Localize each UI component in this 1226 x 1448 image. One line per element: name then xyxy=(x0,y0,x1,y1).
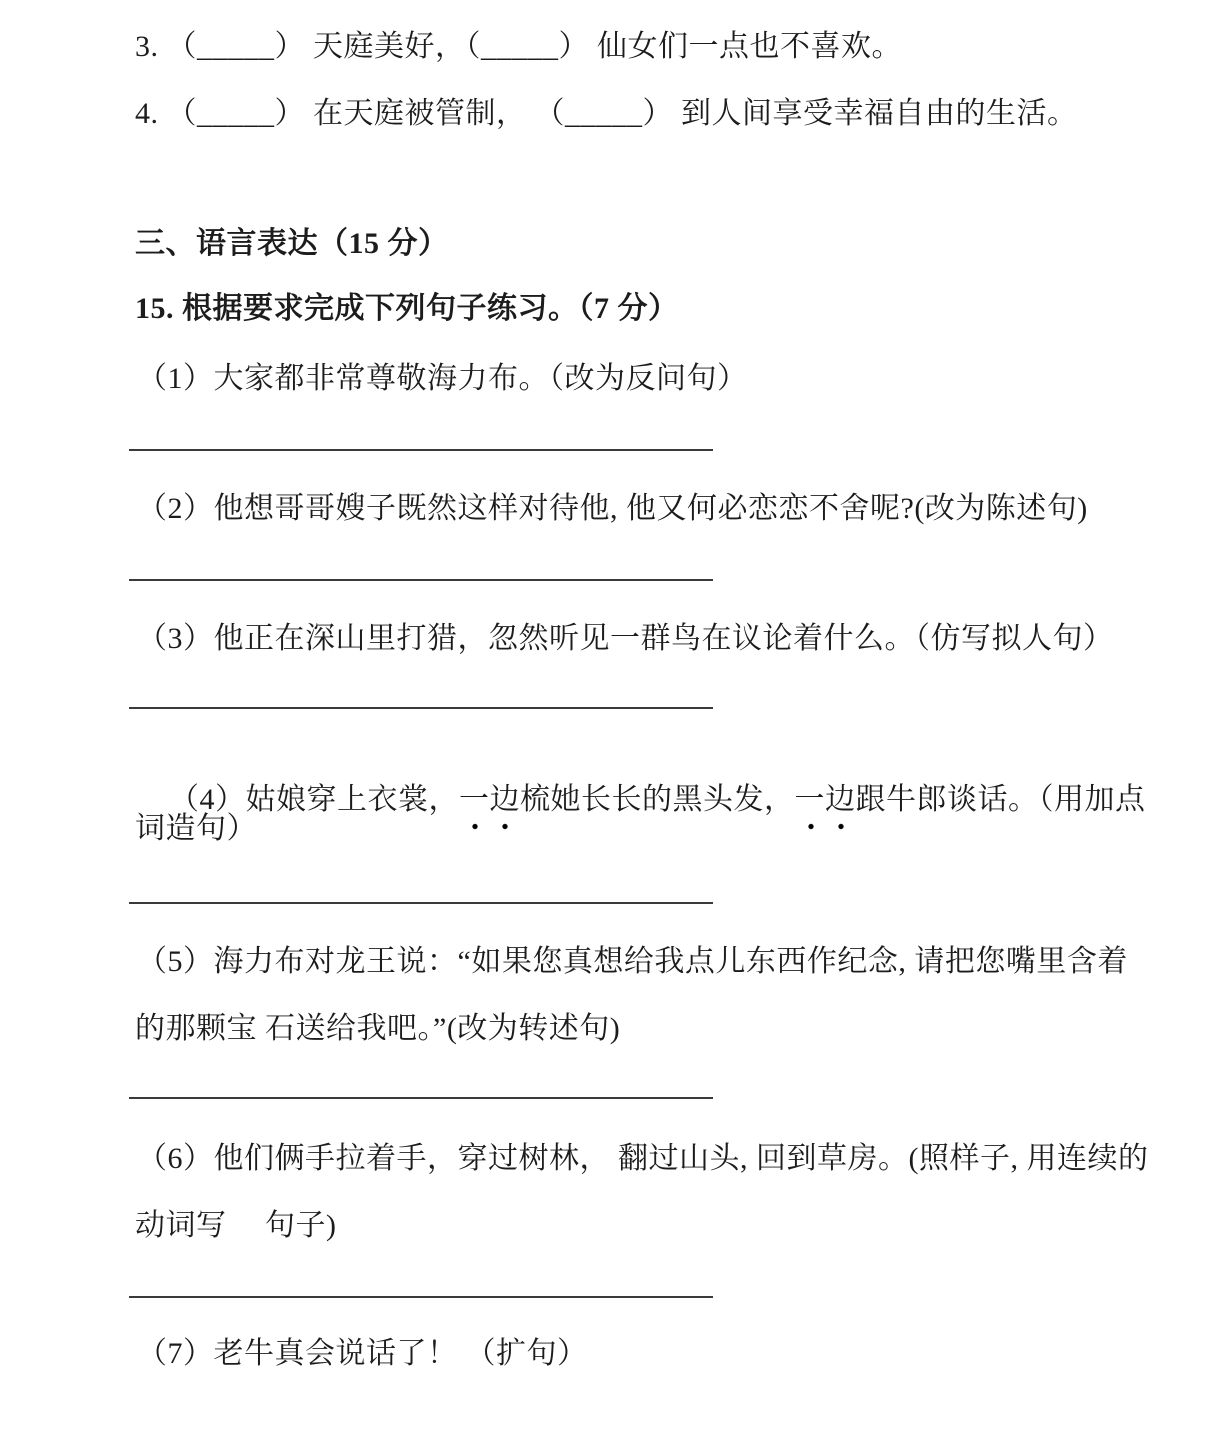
exercise-6-text: （6）他们俩手拉着手，穿过树林， 翻过山头, 回到草房。(照样子, 用连续的 xyxy=(137,1142,1149,1175)
answer-line-2 xyxy=(129,579,713,581)
answer-line-4 xyxy=(129,902,713,904)
exercise-5-text-line2: 的那颗宝 石送给我吧。”(改为转述句) xyxy=(135,1012,621,1045)
exercise-5-text: （5）海力布对龙王说：“如果您真想给我点儿东西作纪念, 请把您嘴里含着 xyxy=(137,945,1128,978)
exercise-4-segment: 跟牛郎谈话。（用加点 xyxy=(855,783,1146,816)
question-15-heading: 15. 根据要求完成下列句子练习。（7 分） xyxy=(135,292,679,325)
exercise-4-text-line2: 词造句） xyxy=(135,812,257,845)
answer-line-1 xyxy=(129,449,713,451)
exercise-4-dotted-word: 一边 xyxy=(795,783,856,830)
exercise-7-text: （7）老牛真会说话了！ （扩句） xyxy=(137,1337,588,1370)
exercise-4-text xyxy=(137,743,1146,857)
exercise-3-text: （3）他正在深山里打猎，忽然听见一群鸟在议论着什么。（仿写拟人句） xyxy=(137,622,1114,655)
answer-line-6 xyxy=(129,1296,713,1298)
exercise-6-text-line2: 动词写 句子) xyxy=(135,1209,337,1242)
exercise-4-dotted-word: 一边 xyxy=(459,783,520,830)
exercise-4-segment: （4）姑娘穿上衣裳， xyxy=(169,783,459,816)
section-heading: 三、语言表达（15 分） xyxy=(135,227,449,260)
answer-line-3 xyxy=(129,707,713,709)
fill-blank-item-4: 4. （_____） 在天庭被管制， （_____） 到人间享受幸福自由的生活。 xyxy=(135,97,1078,130)
answer-line-5 xyxy=(129,1097,713,1099)
exercise-2-text: （2）他想哥哥嫂子既然这样对待他, 他又何必恋恋不舍呢?(改为陈述句) xyxy=(137,492,1088,525)
exercise-4-segment: 梳她长长的黑头发， xyxy=(520,783,795,816)
exercise-1-text: （1）大家都非常尊敬海力布。（改为反问句） xyxy=(137,362,748,395)
fill-blank-item-3: 3. （_____） 天庭美好，（_____） 仙女们一点也不喜欢。 xyxy=(135,30,902,63)
